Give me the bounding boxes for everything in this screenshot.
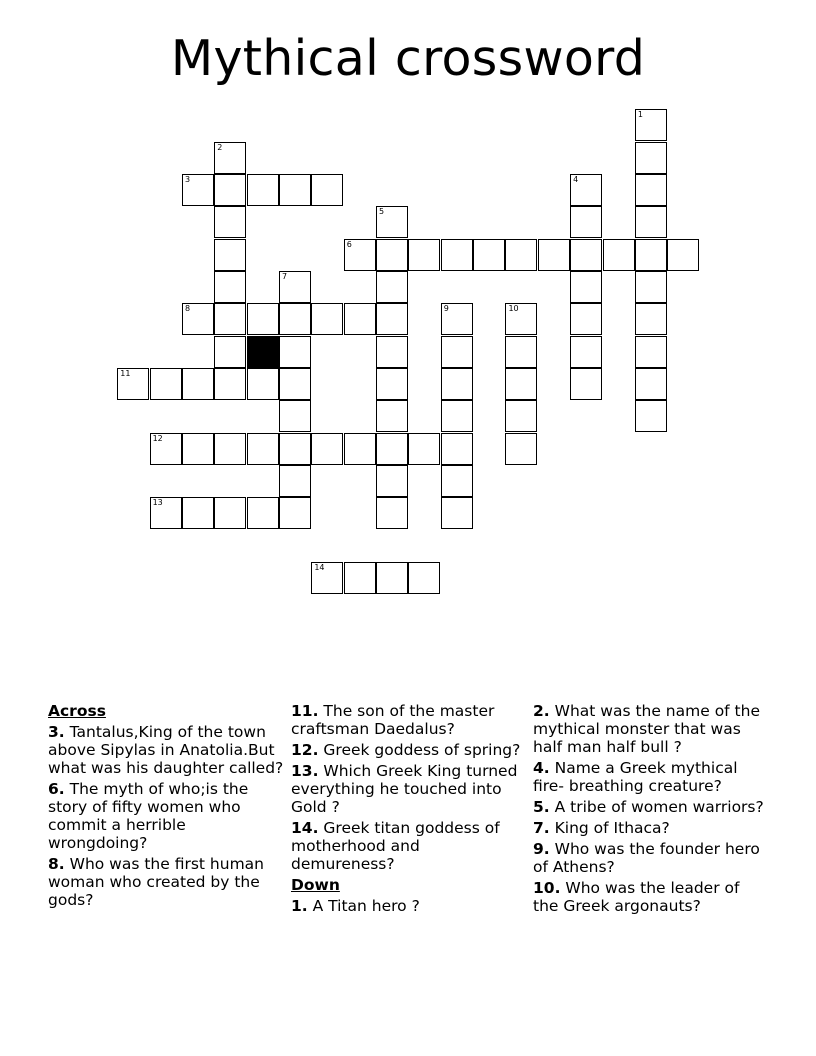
- grid-cell[interactable]: [603, 239, 635, 271]
- grid-cell[interactable]: [150, 433, 182, 465]
- clue-number: 12.: [291, 741, 319, 759]
- clue: [291, 819, 527, 873]
- grid-cell[interactable]: [376, 497, 408, 529]
- grid-cell[interactable]: [505, 433, 537, 465]
- across-clue-list: [48, 723, 284, 909]
- down-heading: Down: [291, 876, 340, 894]
- grid-cell[interactable]: [376, 465, 408, 497]
- clue-number: 14.: [291, 819, 319, 837]
- clue-number: 1: [637, 110, 643, 120]
- grid-cell[interactable]: [635, 206, 667, 238]
- grid-cell[interactable]: [214, 174, 246, 206]
- grid-cell[interactable]: [117, 368, 149, 400]
- grid-cell[interactable]: [214, 239, 246, 271]
- clue-text: Which Greek King turned everything he touched into Gold ?: [291, 762, 518, 816]
- grid-cell[interactable]: [182, 303, 214, 335]
- grid-cell[interactable]: [635, 400, 667, 432]
- clue: [48, 855, 284, 909]
- grid-cell[interactable]: [279, 174, 311, 206]
- grid-cell[interactable]: [182, 433, 214, 465]
- grid-cell[interactable]: [635, 109, 667, 141]
- grid-cell[interactable]: [182, 174, 214, 206]
- clue-number: 7: [282, 272, 288, 281]
- grid-cell[interactable]: [182, 497, 214, 529]
- grid-cell[interactable]: [376, 271, 408, 303]
- grid-cell[interactable]: [214, 497, 246, 529]
- grid-cell[interactable]: [214, 368, 246, 400]
- grid-cell[interactable]: [635, 303, 667, 335]
- grid-cell[interactable]: [376, 400, 408, 432]
- clue-text: The myth of who;is the story of fifty women who commit a herrible wrongdoing?: [48, 780, 249, 852]
- grid-cell[interactable]: [344, 239, 376, 271]
- grid-cell[interactable]: [214, 336, 246, 368]
- grid-cell[interactable]: [505, 368, 537, 400]
- grid-cell[interactable]: [441, 400, 473, 432]
- clue: [533, 840, 769, 876]
- clue-text: Greek goddess of spring?: [318, 741, 521, 759]
- grid-cell[interactable]: [505, 336, 537, 368]
- clue: [533, 702, 769, 756]
- clue-number: 14: [314, 563, 325, 573]
- grid-cell[interactable]: [635, 174, 667, 206]
- grid-cell[interactable]: [376, 206, 408, 238]
- grid-cell[interactable]: [376, 239, 408, 271]
- grid-cell[interactable]: [214, 271, 246, 303]
- clue-number: 1.: [291, 897, 308, 915]
- clues-column-2: [291, 702, 527, 918]
- clue-text: The son of the master craftsman Daedalus?: [291, 702, 495, 738]
- clue-number: 2: [217, 142, 223, 152]
- grid-cell[interactable]: [214, 433, 246, 465]
- clue: [291, 702, 527, 738]
- grid-cell[interactable]: [441, 433, 473, 465]
- grid-cell[interactable]: [214, 206, 246, 238]
- grid-cell[interactable]: [150, 368, 182, 400]
- grid-cell[interactable]: [505, 239, 537, 271]
- clue-number: 4.: [533, 759, 550, 777]
- grid-cell[interactable]: [150, 497, 182, 529]
- grid-cell[interactable]: [311, 562, 343, 594]
- clue-number: 3.: [48, 723, 65, 741]
- clue-number: 3: [184, 174, 191, 184]
- down-clue-list: [291, 897, 527, 915]
- clue-number: 6.: [48, 780, 65, 798]
- grid-cell[interactable]: [505, 400, 537, 432]
- grid-cell[interactable]: [247, 303, 279, 335]
- grid-cell[interactable]: [441, 303, 473, 335]
- clue-text: Greek titan goddess of motherhood and demureness?: [291, 819, 500, 873]
- grid-cell[interactable]: [473, 239, 505, 271]
- clue-number: 8.: [48, 855, 65, 873]
- clue: [291, 762, 527, 816]
- grid-cell[interactable]: [635, 142, 667, 174]
- grid-cell[interactable]: [570, 174, 602, 206]
- clue: [48, 723, 284, 777]
- grid-cell[interactable]: [214, 303, 246, 335]
- grid-cell[interactable]: [635, 368, 667, 400]
- grid-cell[interactable]: [279, 336, 311, 368]
- grid-cell[interactable]: [570, 368, 602, 400]
- clue-number: 8: [184, 304, 191, 314]
- clue-number: 12: [152, 433, 163, 443]
- grid-cell[interactable]: [538, 239, 570, 271]
- clue-number: 11: [120, 369, 131, 379]
- grid-cell[interactable]: [570, 336, 602, 368]
- clue-number: 10: [508, 304, 519, 314]
- clue-text: A tribe of women warriors?: [549, 798, 764, 816]
- clue: [291, 897, 527, 915]
- grid-cell[interactable]: [667, 239, 699, 271]
- grid-cell[interactable]: [279, 368, 311, 400]
- grid-cell[interactable]: [311, 303, 343, 335]
- grid-cell[interactable]: [505, 303, 537, 335]
- grid-cell[interactable]: [344, 433, 376, 465]
- clue-text: King of Ithaca?: [549, 819, 670, 837]
- clue: [48, 780, 284, 852]
- grid-cell[interactable]: [247, 174, 279, 206]
- across-clue-list-continued: [291, 702, 527, 873]
- clue-number: 9.: [533, 840, 550, 858]
- clue-text: Who was the leader of the Greek argonauts?: [533, 879, 740, 915]
- clue: [533, 819, 769, 837]
- grid-cell[interactable]: [344, 303, 376, 335]
- clue-number: 7.: [533, 819, 550, 837]
- grid-cell[interactable]: [344, 562, 376, 594]
- grid-cell[interactable]: [311, 174, 343, 206]
- grid-cell[interactable]: [376, 562, 408, 594]
- grid-cell[interactable]: [376, 303, 408, 335]
- clue: [533, 879, 769, 915]
- grid-cell[interactable]: [408, 239, 440, 271]
- grid-cell[interactable]: [279, 433, 311, 465]
- grid-cell[interactable]: [247, 497, 279, 529]
- grid-cell[interactable]: [376, 336, 408, 368]
- grid-cell[interactable]: [279, 400, 311, 432]
- grid-cell[interactable]: [441, 368, 473, 400]
- clue-text: Tantalus,King of the town above Sipylas in Anatolia.But what was his daughter called?: [48, 723, 284, 777]
- grid-cell[interactable]: [441, 239, 473, 271]
- clues-column-3: [533, 702, 769, 918]
- grid-cell[interactable]: [279, 497, 311, 529]
- clue: [533, 798, 769, 816]
- grid-cell[interactable]: [408, 562, 440, 594]
- grid-cell[interactable]: [279, 465, 311, 497]
- grid-cell[interactable]: [635, 271, 667, 303]
- down-clue-list-continued: [533, 702, 769, 915]
- clue-text: Name a Greek mythical fire- breathing creature?: [533, 759, 738, 795]
- grid-cell[interactable]: [635, 239, 667, 271]
- grid-cell[interactable]: [247, 368, 279, 400]
- clue-number: 4: [573, 174, 579, 184]
- clue: [291, 741, 527, 759]
- clue: [533, 759, 769, 795]
- grid-cell[interactable]: [635, 336, 667, 368]
- clue-number: 11.: [291, 702, 319, 720]
- grid-cell[interactable]: [182, 368, 214, 400]
- clue-number: 6: [346, 239, 352, 249]
- grid-block-cell: [247, 336, 279, 368]
- clue-number: 10.: [533, 879, 561, 897]
- grid-cell[interactable]: [570, 303, 602, 335]
- grid-cell[interactable]: [279, 303, 311, 335]
- clue-number: 13.: [291, 762, 319, 780]
- grid-cell[interactable]: [214, 142, 246, 174]
- clue-text: Who was the founder hero of Athens?: [533, 840, 760, 876]
- grid-cell[interactable]: [441, 497, 473, 529]
- grid-cell[interactable]: [408, 433, 440, 465]
- across-heading: Across: [48, 702, 106, 720]
- grid-cell[interactable]: [247, 433, 279, 465]
- clue-number: 5.: [533, 798, 550, 816]
- grid-cell[interactable]: [376, 433, 408, 465]
- clue-number: 13: [152, 498, 163, 508]
- clue-number: 2.: [533, 702, 550, 720]
- clue-text: A Titan hero ?: [307, 897, 420, 915]
- clue-number: 9: [443, 304, 449, 314]
- grid-cell[interactable]: [570, 239, 602, 271]
- page-title: Mythical crossword: [170, 30, 646, 87]
- grid-cell[interactable]: [570, 206, 602, 238]
- grid-cell[interactable]: [441, 336, 473, 368]
- grid-cell[interactable]: [279, 271, 311, 303]
- clue-text: What was the name of the mythical monster that was half man half bull ?: [533, 702, 760, 756]
- clues-column-1: [48, 702, 284, 912]
- grid-cell[interactable]: [376, 368, 408, 400]
- clue-number: 5: [379, 207, 385, 217]
- grid-cell[interactable]: [441, 465, 473, 497]
- grid-cell[interactable]: [570, 271, 602, 303]
- clue-text: Who was the first human woman who created by the gods?: [48, 855, 265, 909]
- grid-cell[interactable]: [311, 433, 343, 465]
